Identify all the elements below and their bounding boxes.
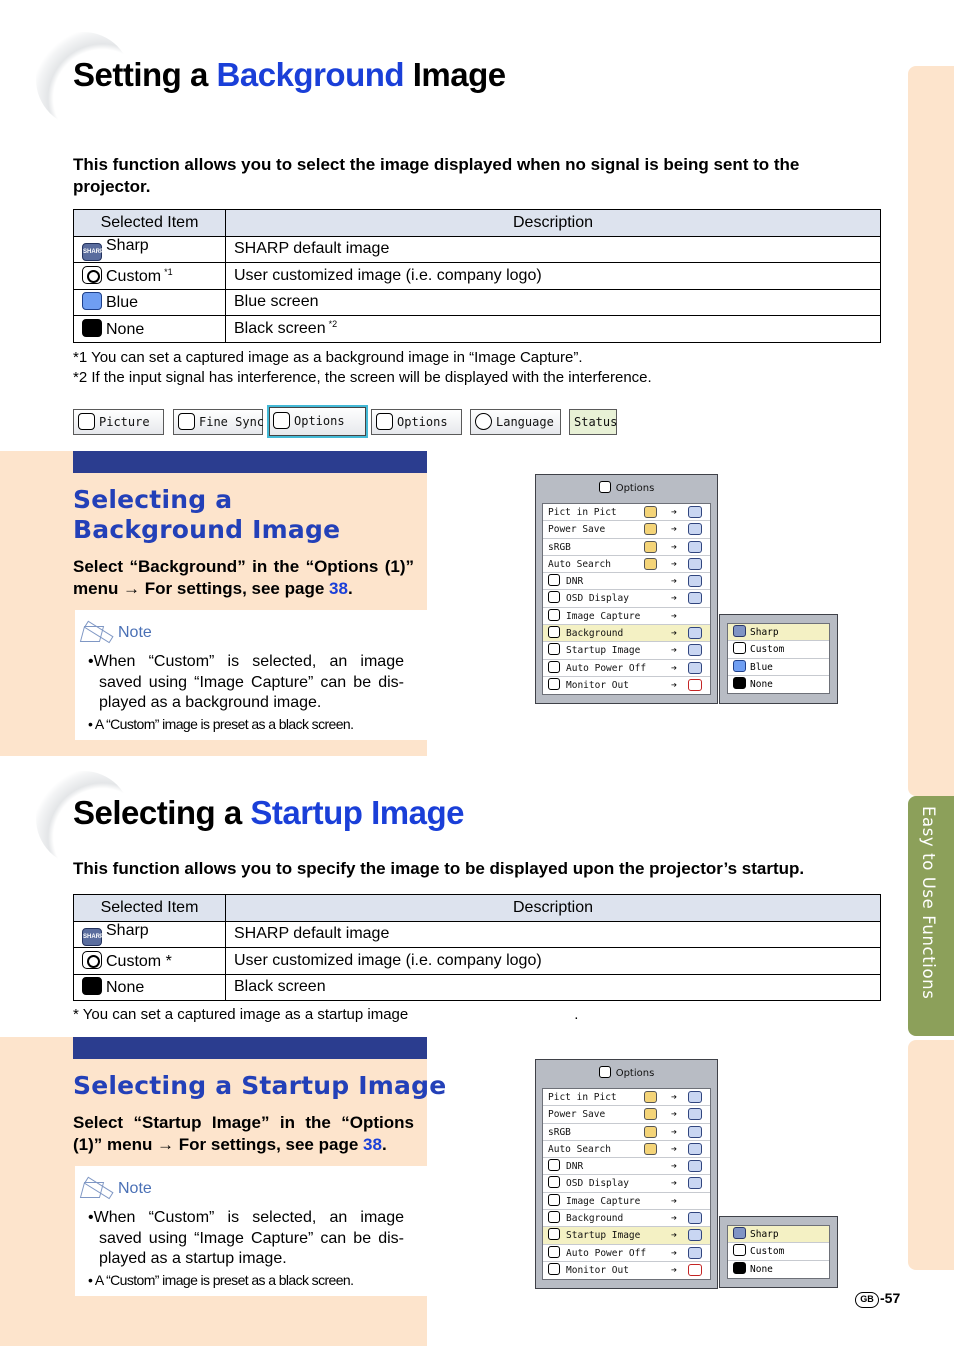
background-options-table: [73, 209, 881, 343]
submenu-item[interactable]: [728, 1261, 829, 1278]
target-value-icon: [688, 575, 702, 587]
arrow-right-icon: ➔: [671, 1161, 678, 1173]
target-value-icon: [688, 644, 702, 656]
osd-menu-item[interactable]: [543, 1227, 710, 1244]
speech-bubble-icon: [475, 413, 492, 430]
footnote-period: .: [574, 1006, 579, 1023]
arrow-right-icon: ➔: [671, 576, 678, 588]
arrow-right-icon: ➔: [671, 507, 678, 518]
osd-item-label: Image Capture: [566, 610, 641, 622]
tab-label: Options: [397, 415, 448, 429]
arrow-right-icon: ➔: [671, 628, 678, 640]
menu-item-icon: [548, 1194, 560, 1206]
setting-value-icon: [644, 1143, 657, 1155]
osd-item-label: Power Save: [548, 1109, 606, 1121]
item-description: User customized image (i.e. company logo): [226, 263, 881, 290]
page-title-background: [73, 56, 506, 94]
osd-item-label: Background: [566, 628, 624, 640]
target-value-icon: [688, 592, 702, 604]
osd-menu-item[interactable]: [543, 642, 710, 659]
tab-options-2[interactable]: [371, 409, 462, 435]
osd-menu-item[interactable]: [543, 1175, 710, 1192]
column-header-item: Selected Item: [74, 210, 226, 237]
target-value-icon: [688, 627, 702, 639]
osd-item-label: Background: [566, 1213, 624, 1225]
instruction-period: .: [347, 579, 353, 598]
osd-item-label: Auto Power Off: [566, 662, 647, 674]
item-description: Blue screen: [226, 289, 881, 316]
options-icon: [376, 413, 393, 430]
osd-menu-item[interactable]: [543, 1089, 710, 1106]
osd-menu-item[interactable]: [543, 677, 710, 694]
column-header-item: Selected Item: [74, 895, 226, 922]
note-bullet: •When “Custom” is selected, an image saved using “Image Capture” can be dis-played as a startup image.: [88, 1209, 404, 1267]
osd-menu-item[interactable]: [543, 1245, 710, 1262]
arrow-right-icon: ➔: [671, 1230, 678, 1242]
osd-menu-item[interactable]: [543, 1210, 710, 1227]
note-pencil-icon: [80, 1174, 116, 1200]
osd-item-label: sRGB: [548, 541, 571, 553]
target-value-icon: [688, 1264, 702, 1276]
submenu-label: Custom: [750, 644, 785, 656]
osd-menu-item[interactable]: [543, 539, 710, 556]
target-value-icon: [688, 1229, 702, 1241]
target-value-icon: [688, 679, 702, 691]
osd-header: [536, 475, 717, 501]
note-bullet: • A “Custom” image is preset as a black screen.: [88, 1271, 354, 1288]
submenu-item[interactable]: [728, 676, 829, 693]
section-intro-startup: This function allows you to specify the image to be displayed upon the projector’s startup.: [73, 859, 805, 878]
options-menu-screenshot: [535, 474, 718, 704]
osd-item-label: Startup Image: [566, 645, 641, 657]
section-intro-background: This function allows you to select the image displayed when no signal is being sent to the projector.: [73, 155, 800, 196]
blue-screen-icon: [733, 660, 746, 672]
submenu-item[interactable]: [728, 659, 829, 676]
setting-value-icon: [644, 1126, 657, 1138]
table-row: [74, 316, 881, 343]
page-title-startup: [73, 794, 464, 832]
select-instruction-background: [73, 556, 414, 600]
arrow-right-icon: ➔: [671, 662, 678, 674]
title-text: Setting a: [73, 56, 217, 93]
custom-icon: [733, 642, 746, 654]
menu-item-icon: [548, 678, 560, 690]
target-value-icon: [688, 662, 702, 674]
submenu-item[interactable]: [728, 641, 829, 658]
submenu-label: Blue: [750, 661, 773, 673]
menu-item-icon: [548, 1228, 560, 1240]
item-description: SHARP default image: [226, 921, 881, 948]
target-value-icon: [688, 1108, 702, 1120]
osd-item-label: Auto Power Off: [566, 1247, 647, 1259]
osd-item-label: Pict in Pict: [548, 1092, 617, 1103]
submenu-label: Sharp: [750, 627, 779, 638]
arrow-right-icon: ➔: [671, 679, 678, 691]
arrow-right-icon: ➔: [671, 1143, 678, 1155]
submenu-item[interactable]: [728, 1243, 829, 1260]
osd-title: Options: [615, 1068, 655, 1079]
custom-icon: [82, 951, 102, 969]
table-header-row: [74, 210, 881, 237]
osd-item-label: Pict in Pict: [548, 507, 617, 518]
osd-item-label: Monitor Out: [566, 1264, 629, 1276]
osd-menu-item[interactable]: [543, 573, 710, 590]
column-header-description: Description: [226, 895, 881, 922]
osd-item-label: Monitor Out: [566, 679, 629, 691]
table-row: [74, 921, 881, 948]
sharp-icon: SHARP: [82, 243, 102, 261]
item-label: Custom *: [106, 952, 172, 970]
menu-item-icon: [548, 643, 560, 655]
osd-item-label: sRGB: [548, 1126, 571, 1138]
arrow-right-icon: ➔: [671, 1264, 678, 1276]
footnote-text: * You can set a captured image as a startup image: [73, 1006, 409, 1023]
table-row: [74, 974, 881, 1001]
arrow-right-icon: ➔: [671, 1247, 678, 1259]
target-value-icon: [688, 1247, 702, 1259]
submenu-item[interactable]: [728, 1226, 829, 1243]
osd-menu-item[interactable]: [543, 521, 710, 538]
target-value-icon: [688, 1143, 702, 1155]
menu-item-icon: [548, 1176, 560, 1188]
item-description: Black screen: [234, 320, 326, 338]
tab-options-1[interactable]: [267, 405, 368, 438]
side-tab-peach-bottom: [908, 1040, 954, 1270]
footnote-marker: *1: [164, 266, 173, 277]
osd-menu-item[interactable]: [543, 1158, 710, 1175]
heading-line: Background Image: [73, 515, 341, 544]
submenu-label: Custom: [750, 1246, 785, 1258]
black-screen-icon: [82, 319, 102, 337]
instruction-text: Select “Startup Image” in the “Options (1)” menu → For settings, see page: [73, 1113, 414, 1154]
arrow-right-icon: ➔: [671, 1126, 678, 1138]
tab-label: Fine Sync: [199, 415, 265, 429]
target-value-icon: [688, 506, 702, 518]
blue-screen-icon: [82, 292, 102, 310]
target-value-icon: [688, 523, 702, 535]
osd-item-label: Auto Search: [548, 558, 611, 570]
footnote-marker: *2: [328, 319, 338, 330]
side-tab-peach-top: [908, 66, 954, 796]
table-row: [74, 289, 881, 316]
menu-item-icon: [548, 626, 560, 638]
note-pencil-icon: [80, 618, 116, 644]
arrow-right-icon: ➔: [671, 1213, 678, 1225]
menu-item-icon: [548, 661, 560, 673]
black-screen-icon: [733, 1262, 746, 1274]
heading-line: Selecting a: [73, 485, 233, 514]
tab-label: Status: [574, 415, 618, 429]
osd-menu-item[interactable]: [543, 625, 710, 642]
osd-item-label: OSD Display: [566, 593, 629, 605]
item-label: Sharp: [106, 922, 149, 940]
item-label: None: [106, 320, 145, 338]
target-value-icon: [688, 1126, 702, 1138]
arrow-right-icon: ➔: [671, 1178, 678, 1190]
arrow-right-icon: ➔: [671, 1195, 678, 1207]
title-text-end: Image: [404, 56, 506, 93]
menu-item-icon: [548, 1263, 560, 1275]
osd-menu-item[interactable]: [543, 1124, 710, 1141]
note-bullet: •When “Custom” is selected, an image saved using “Image Capture” can be dis-played as a background image.: [88, 653, 404, 711]
tab-label: Picture: [99, 415, 150, 429]
submenu-label: Sharp: [750, 1229, 779, 1240]
osd-menu-item[interactable]: [543, 1193, 710, 1210]
footnote-2: *2 If the input signal has interference, the screen will be displayed with the interference.: [73, 369, 652, 386]
menu-item-icon: [548, 1246, 560, 1258]
subsection-heading-startup: Selecting a Startup Image: [73, 1071, 447, 1100]
background-submenu-screenshot: [719, 614, 838, 704]
startup-options-table: [73, 894, 881, 1001]
osd-item-label: DNR: [566, 1161, 584, 1173]
submenu-list: [727, 623, 830, 694]
footnote-1: *1 You can set a captured image as a background image in “Image Capture”.: [73, 349, 583, 366]
target-value-icon: [688, 1177, 702, 1189]
target-value-icon: [688, 1160, 702, 1172]
item-label: Custom: [106, 267, 162, 285]
instruction-period: .: [381, 1135, 387, 1154]
setting-value-icon: [644, 558, 657, 570]
tab-picture[interactable]: [73, 409, 164, 435]
panel-header-bar: [73, 1037, 427, 1059]
picture-icon: [78, 413, 95, 430]
sharp-icon: [733, 1227, 746, 1239]
setting-value-icon: [644, 523, 657, 535]
page-reference-link[interactable]: 38: [329, 579, 348, 598]
item-label: Blue: [106, 294, 139, 312]
arrow-right-icon: ➔: [671, 1092, 678, 1103]
item-description: User customized image (i.e. company logo): [226, 948, 881, 975]
setting-value-icon: [644, 541, 657, 553]
arrow-right-icon: ➔: [671, 610, 678, 622]
black-screen-icon: [733, 677, 746, 689]
osd-menu-item[interactable]: [543, 1106, 710, 1123]
target-value-icon: [688, 1212, 702, 1224]
arrow-right-icon: ➔: [671, 558, 678, 570]
arrow-right-icon: ➔: [671, 593, 678, 605]
osd-item-label: Startup Image: [566, 1230, 641, 1242]
note-label: Note: [118, 1180, 152, 1197]
osd-item-label: OSD Display: [566, 1178, 629, 1190]
subsection-heading-background: [73, 485, 340, 545]
options-icon: [599, 481, 611, 493]
osd-menu-item[interactable]: [543, 660, 710, 677]
target-value-icon: [688, 558, 702, 570]
page-number: [855, 1290, 900, 1308]
setting-value-icon: [644, 1108, 657, 1120]
osd-menu-list: [542, 503, 711, 695]
target-value-icon: [688, 1091, 702, 1103]
osd-menu-list: [542, 1088, 711, 1280]
arrow-right-icon: ➔: [671, 524, 678, 536]
startup-submenu-screenshot: [719, 1216, 838, 1288]
note-text: [88, 652, 404, 734]
item-label: Sharp: [106, 237, 149, 255]
sharp-icon: SHARP: [82, 928, 102, 946]
submenu-item[interactable]: [728, 624, 829, 641]
title-highlight: Startup Image: [250, 794, 464, 831]
osd-menu-item[interactable]: [543, 1141, 710, 1158]
menu-item-icon: [548, 609, 560, 621]
options-icon: [273, 412, 290, 429]
osd-menu-item[interactable]: [543, 590, 710, 607]
panel-header-bar: [73, 451, 427, 473]
menu-item-icon: [548, 1211, 560, 1223]
side-tab-label: Easy to Use Functions: [919, 806, 938, 1000]
osd-menu-item[interactable]: [543, 1262, 710, 1279]
osd-title: Options: [615, 483, 655, 494]
fine-sync-icon: [178, 413, 195, 430]
item-label: None: [106, 979, 145, 997]
tab-fine-sync[interactable]: [173, 409, 263, 435]
setting-value-icon: [644, 1091, 657, 1103]
title-highlight: Background: [216, 56, 405, 93]
table-header-row: [74, 895, 881, 922]
osd-menu-item[interactable]: [543, 504, 710, 521]
tab-label: Options: [294, 414, 345, 428]
table-row: [74, 263, 881, 290]
arrow-right-icon: ➔: [671, 541, 678, 553]
arrow-right-icon: ➔: [671, 1109, 678, 1121]
target-value-icon: [688, 541, 702, 553]
custom-icon: [733, 1244, 746, 1256]
note-bullet: • A “Custom” image is preset as a black screen.: [88, 715, 354, 732]
region-badge: GB: [855, 1292, 879, 1308]
page-number-text: -57: [880, 1290, 901, 1306]
table-row: [74, 236, 881, 263]
osd-item-label: DNR: [566, 576, 584, 588]
options-icon: [599, 1066, 611, 1078]
select-instruction-startup: [73, 1112, 414, 1156]
osd-item-label: Power Save: [548, 524, 606, 536]
footnote-startup: [73, 1005, 578, 1025]
page-reference-link[interactable]: 38: [363, 1135, 382, 1154]
item-description: Black screen: [226, 974, 881, 1001]
options-menu-screenshot: [535, 1059, 718, 1289]
tab-status[interactable]: [569, 409, 617, 435]
menu-item-icon: [548, 591, 560, 603]
note-label: Note: [118, 624, 152, 641]
osd-item-label: Image Capture: [566, 1195, 641, 1207]
title-text: Selecting a: [73, 794, 251, 831]
tab-label: Language: [496, 415, 554, 429]
sharp-icon: [733, 625, 746, 637]
submenu-label: None: [750, 1263, 773, 1275]
menu-item-icon: [548, 1159, 560, 1171]
instruction-text: Select “Background” in the “Options (1)” menu → For settings, see page: [73, 557, 414, 598]
osd-menu-item[interactable]: [543, 608, 710, 625]
tab-language[interactable]: [470, 409, 561, 435]
custom-icon: [82, 266, 102, 284]
submenu-label: None: [750, 678, 773, 690]
menu-item-icon: [548, 574, 560, 586]
table-row: [74, 948, 881, 975]
black-screen-icon: [82, 977, 102, 995]
osd-item-label: Auto Search: [548, 1143, 611, 1155]
osd-menu-item[interactable]: [543, 556, 710, 573]
osd-header: [536, 1060, 717, 1086]
item-description: SHARP default image: [226, 236, 881, 263]
note-text: [88, 1208, 404, 1290]
column-header-description: Description: [226, 210, 881, 237]
setting-value-icon: [644, 506, 657, 518]
arrow-right-icon: ➔: [671, 645, 678, 657]
submenu-list: [727, 1225, 830, 1279]
